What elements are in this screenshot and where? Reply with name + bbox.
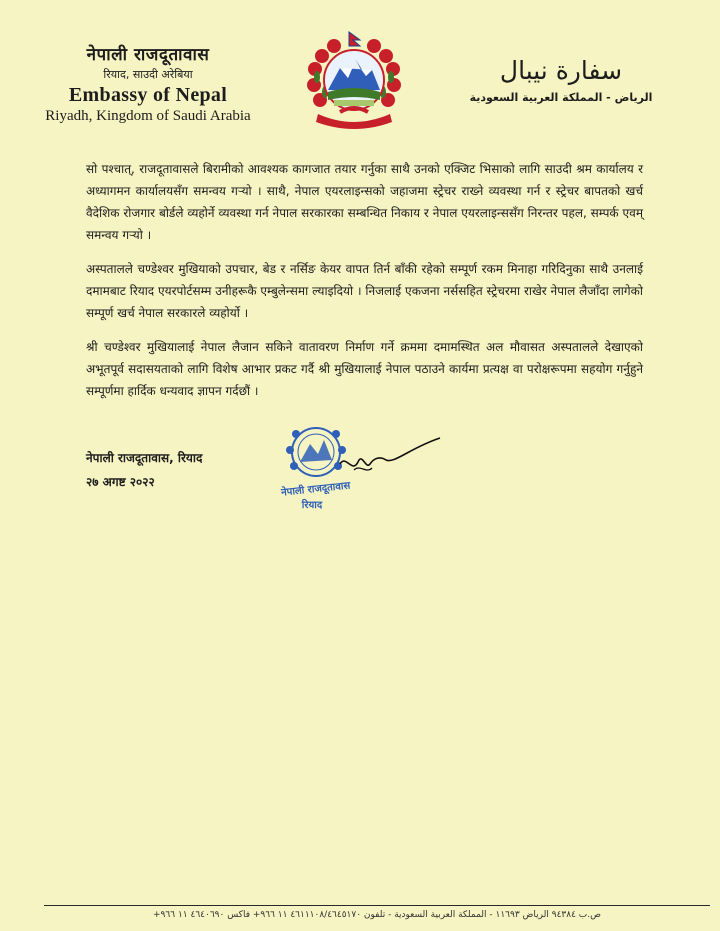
sender-line: नेपाली राजदूतावास, रियाद [86,451,203,465]
letter-body [86,158,643,414]
body-paragraph: अस्पतालले चण्डेश्वर मुखियाको उपचार, बेड र नर्सिङ केयर वापत तिर्न बाँकी रहेको सम्पूर्ण रकम मिनाहा गरिदिनुका साथै उनलाई दमामबाट रियाद एयरपोर्टसम्म उनीहरूकै एम्बुलेन्समा ल्याइदियो । निजलाई एकजना नर्ससहित स्ट्रेचरमा राखेर नेपाल लैजाँदा लागेको सम्पूर्ण खर्च नेपाल सरकारले व्यहोर्यो । [86,262,643,320]
embassy-city-nepali: रियाद, साउदी अरेबिया [103,68,193,81]
footer-address: ص.ب ٩٤٣٨٤ الرياض ١١٦٩٣ - المملكة العربية السعودية - تلفون ٤٦١١١٠٨/٤٦٤٥١٧٠ ١١ ٩٦٦+ فاكس ٤٦٤٠٦٩٠ ١١ ٩٦٦+ [153,910,601,920]
letterhead-left [38,42,258,125]
letter-date: २७ अगष्ट २०२२ [86,475,155,489]
letterhead-right [446,56,676,104]
footer-divider [44,905,710,906]
embassy-city-arabic: الرياض - المملكة العربية السعودية [469,91,653,104]
stamp-text-top: नेपाली राजदूतावास [280,480,351,499]
body-paragraph: सो पश्चात्, राजदूतावासले बिरामीको आवश्यक कागजात तयार गर्नुका साथै उनको एक्जिट भिसाको लागि साउदी श्रम कार्यालय र अध्यागमन कार्यालयसँग समन्वय गऱ्यो । साथै, नेपाल एयरलाइन्सको जहाजमा स्ट्रेचर राख्ने व्यवस्था गर्न र स्ट्रेचर बापतको खर्च वैदेशिक रोजगार बोर्डले व्यहोर्ने व्यवस्था गर्न नेपाल सरकारका सम्बन्धित निकाय र नेपाल एयरलाइन्ससँग निरन्तर पहल, सम्पर्क एवम् समन्वय गऱ्यो । [86,162,643,242]
body-paragraph: श्री चण्डेश्वर मुखियालाई नेपाल लैजान सकिने वातावरण निर्माण गर्ने क्रममा दमामस्थित अल मौवासत अस्पतालले देखाएको अभूतपूर्व सदासयताको लागि विशेष आभार प्रकट गर्दै श्री मुखियालाई नेपाल पठाउने कार्यमा प्रत्यक्ष वा परोक्षरूपमा सहयोग गर्नुहुने सम्पूर्णमा हार्दिक धन्यवाद ज्ञापन गर्दछौं । [86,340,643,398]
signoff-block [86,446,202,494]
nepal-coat-of-arms-icon [300,30,408,130]
embassy-name-english: Embassy of Nepal [68,84,228,106]
stamp-text-bottom: रियाद [301,500,323,511]
embassy-city-english: Riyadh, Kingdom of Saudi Arabia [45,108,251,124]
embassy-name-nepali: नेपाली राजदूतावास [86,45,210,65]
signature-icon [336,434,446,480]
embassy-name-arabic: سفارة نيبال [499,56,623,85]
